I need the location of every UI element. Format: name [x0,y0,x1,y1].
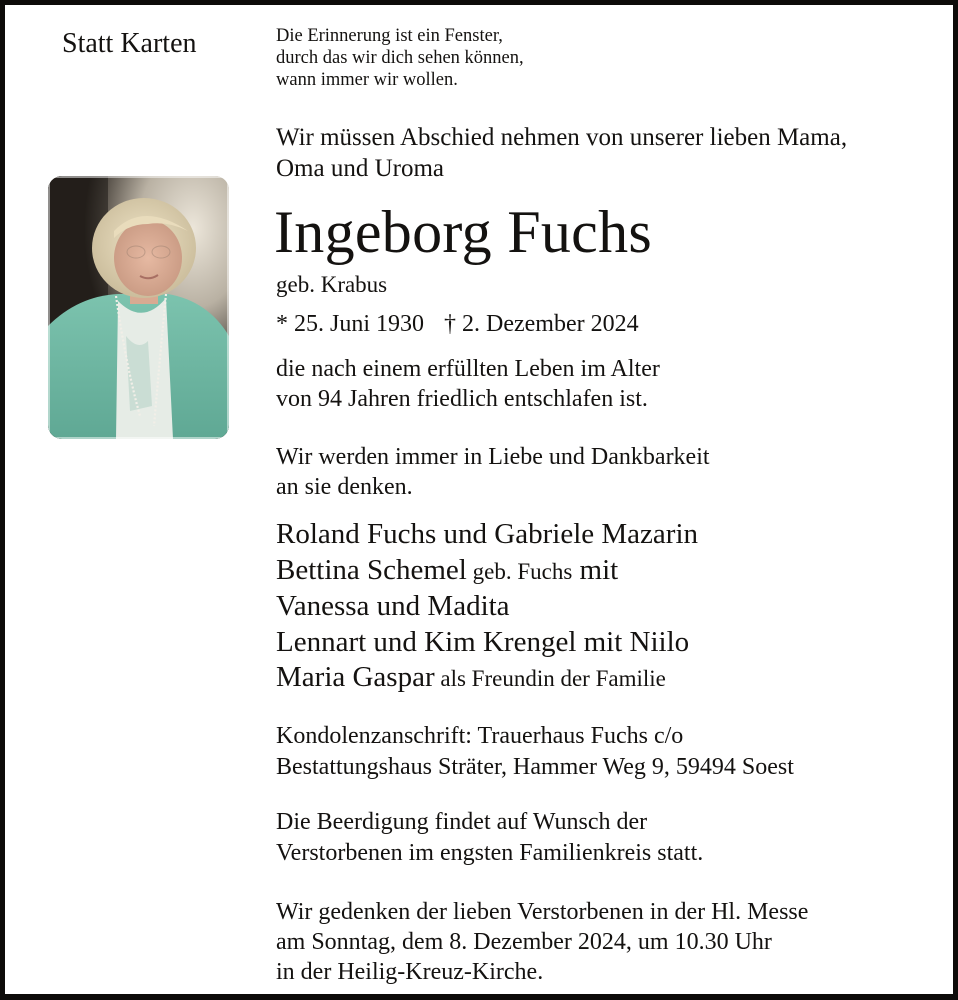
quote-line: wann immer wir wollen. [276,70,458,90]
mourner-entry [276,553,698,590]
quote-line: Die Erinnerung ist ein Fenster, [276,26,503,46]
life-dates [276,309,639,339]
text-line: Verstorbenen im engsten Familienkreis statt. [276,840,704,866]
mourner-entry [276,589,698,625]
burial-notice [276,807,703,869]
mourner-name: Roland Fuchs und Gabriele Mazarin [276,518,699,550]
text-line: von 94 Jahren friedlich entschlafen ist. [276,386,648,412]
deceased-name: Ingeborg Fuchs [274,199,653,265]
mourner-name: Lennart und Kim Krengel mit Niilo [276,625,690,658]
text-line: die nach einem erfüllten Leben im Alter [276,356,660,382]
mourner-name: Bettina Schemel [276,553,467,586]
intro-line: Wir müssen Abschied nehmen von unserer lieben Mama, [276,124,848,151]
passing-statement [276,354,660,414]
memorial-quote [276,25,524,91]
text-line: Die Beerdigung findet auf Wunsch der [276,809,648,835]
mourner-note: geb. Fuchs [466,558,573,584]
statt-karten-label: Statt Karten [62,28,197,59]
portrait-illustration [48,176,229,439]
memorial-mass-notice [276,897,808,987]
text-line: Wir werden immer in Liebe und Dankbarkeit [276,444,710,470]
quote-line: durch das wir dich sehen können, [276,48,524,68]
death-date: † 2. Dezember 2024 [444,311,639,337]
mourners-list [276,517,698,697]
mourner-entry [276,625,698,661]
text-line: am Sonntag, dem 8. Dezember 2024, um 10.30 Uhr [276,929,772,955]
intro-line: Oma und Uroma [276,155,445,182]
maiden-name: geb. Krabus [276,272,388,297]
address-line: Kondolenzanschrift: Trauerhaus Fuchs c/o [276,723,684,749]
remembrance-statement [276,442,710,502]
address-line: Bestattungshaus Sträter, Hammer Weg 9, 59494 Soest [276,754,794,780]
portrait-photo [48,176,229,439]
mourner-tail: mit [572,553,619,586]
mourner-entry [276,517,698,553]
mourner-entry [276,660,698,697]
mourner-name: Maria Gaspar [276,661,435,693]
obituary-card [5,5,953,994]
birth-date: * 25. Juni 1930 [276,311,425,337]
text-line: in der Heilig-Kreuz-Kirche. [276,959,544,985]
mourner-name: Vanessa und Madita [276,590,510,622]
text-line: an sie denken. [276,474,413,500]
text-line: Wir gedenken der lieben Verstorbenen in der Hl. Messe [276,899,809,925]
farewell-intro [276,122,847,184]
condolence-address [276,721,794,783]
mourner-note: als Freundin der Familie [434,666,666,691]
